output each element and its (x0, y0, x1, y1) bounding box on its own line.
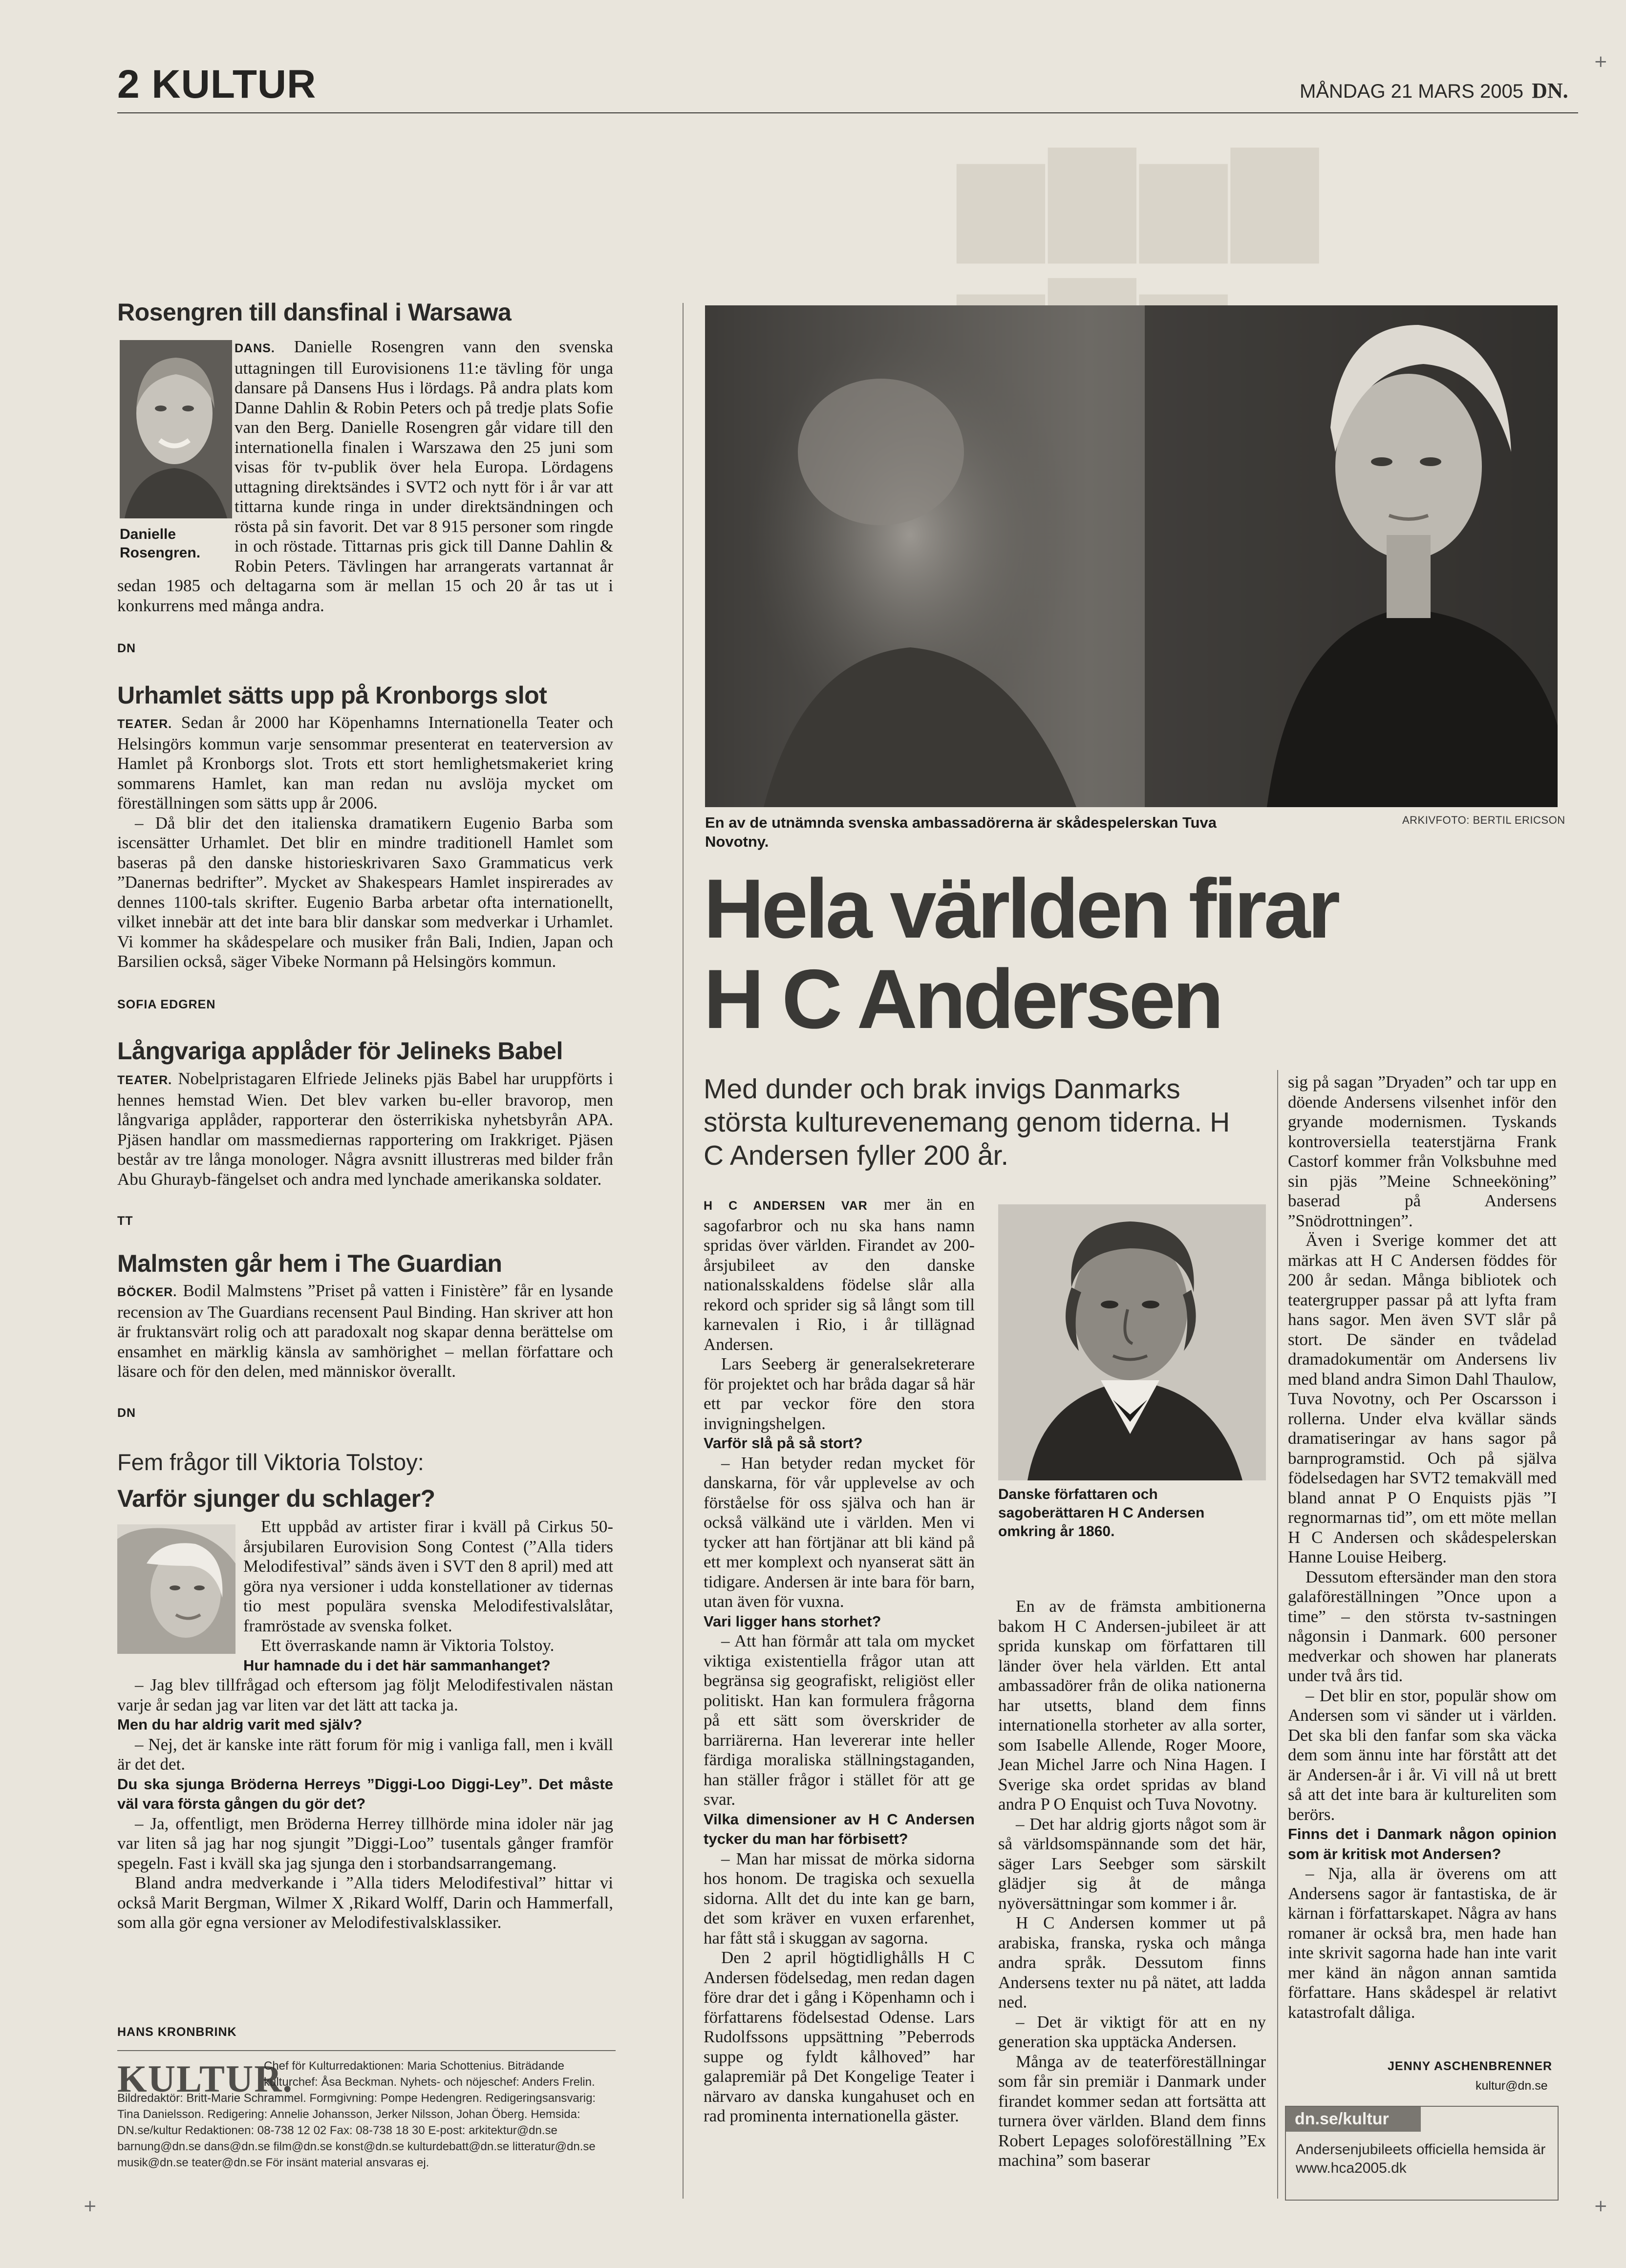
main-photo-caption: En av de utnämnda svenska ambassadörerna är skådespelerskan Tuva Novotny. (705, 814, 1217, 850)
col1-p3: Den 2 april högtidlighålls H C Andersen födelsedag, men redan dagen före drar det i gång i Köpenhamn och i författarens födelsestad Odense. Lars Rudolfssons uppsättning ”Peberrods suppe og fyldt kålhoved” har galapremiär på Det Kongelige Teater i närvaro av danska kungahuset och en rad prominenta internationella gäster. (704, 1948, 975, 2125)
brief-body-jelinek (117, 1069, 613, 1189)
header-rule (117, 112, 1578, 113)
crop-mark-top-right: + (1594, 52, 1608, 71)
col1-a2: – Att han förmår att tala om mycket viktiga existentiella frågor utan att begränsa sig geografiskt, religiöst eller politiskt. Han kan formulera frågorna på ett sätt som överskrider de barriärerna. Han levererar inte heller färdiga moraliska ställningstaganden, han ställer frågor i stället för att ge svar. (704, 1631, 975, 1809)
col3-p3: Dessutom eftersänder man den stora galaföreställningen ”Once upon a time” – den största tv-sastningen någonsin i Danmark. 600 personer medverkar och showen har planerats under två års tid. (1288, 1567, 1557, 1685)
col3-a1: – Nja, alla är överens om att Andersens sagor är fantastiska, de är kärnan i författarskapet. Några av hans romaner är också bra, men hade han inte skrivit sagorna hade han inte varit mer känd än någon annan samtida författare. Hans skådespel är relativt katastrofalt dåliga. (1288, 1864, 1557, 2022)
main-deck: Med dunder och brak invigs Danmarks största kulturevenemang genom tiderna. H C Andersen fyller 200 år. (704, 1073, 1230, 1171)
col1-a3: – Man har missat de mörka sidorna hos honom. De tragiska och sexuella sidorna. Allt det du inte kan ge barn, det som kräver en vuxen erfarenhet, har fått stå i skuggan av sagorna. (704, 1849, 975, 1947)
page-section-title: 2 KULTUR (117, 62, 317, 107)
main-column-2 (998, 1597, 1266, 2171)
col2-p1: En av de främsta ambitionerna bakom H C Andersen-jubileet är att sprida kunskap om författaren till länder över hela världen. Ett antal ambassadörer från de olika nationerna har utsetts, bland dem finns internationella storheter av alla sorter, som Isabelle Allende, Roger Moore, Jean Michel Jarre och Nina Hagen. I Sverige ska ordet spridas av bland andra P O Enquist och Tuva Novotny. (998, 1597, 1266, 1814)
column-divider-right (1277, 1070, 1278, 2199)
factbox-text: Andersenjubileets officiella hemsida är www.hca2005.dk (1296, 2141, 1546, 2176)
text-urhamlet-1: Sedan år 2000 har Köpenhamns Internationella Teater och Helsingörs kommun varje sensommar presenterat en teaterversion av Hamlet på Kronborgs slot. Trots ett stort hemlighetsmakeriet kring sommarens Hamlet, kan man redan nu avslöja mycket om föreställningen som sätts upp år 2006. (117, 713, 614, 813)
main-column-3 (1288, 1072, 1557, 2022)
byline-jelinek: TT (117, 1214, 133, 1228)
photo-caption-danielle: Danielle Rosengren. (120, 526, 201, 561)
col3-p1: sig på sagan ”Dryaden” och tar upp en döende Andersens vilsenhet inför den gryande modernismen. Tyskands kontroversiella teaterstjärna Frank Castorf kommer från Volksbuhne med sin pjäs ”Meine Schneeköning” baserad på Andersens ”Snödrottningen”. (1288, 1072, 1557, 1230)
main-column-1 (704, 1195, 975, 2126)
brief-headline-jelinek: Långvariga applåder för Jelineks Babel (117, 1037, 563, 1065)
interview-intro-2: Ett överraskande namn är Viktoria Tolstoy. (261, 1636, 555, 1655)
col1-q2: Vari ligger hans storhet? (704, 1612, 881, 1630)
brief-headline-dans: Rosengren till dansfinal i Warsawa (117, 299, 512, 326)
byline-urhamlet: SOFIA EDGREN (117, 998, 216, 1011)
page-date (1300, 78, 1568, 103)
column-divider-left (683, 303, 684, 2199)
col1-p1: mer än en sagofarbror och nu ska hans namn spridas över världen. Firandet av 200-årsjubileet av den danske nationalsskaldens födelse slår alla rekord och sprider sig så långt som till karnevalen i Rio, i år tillägnad Andersen. (704, 1195, 975, 1354)
col3-q1: Finns det i Danmark någon opinion som är kritisk mot Andersen? (1288, 1825, 1557, 1862)
byline-dans: DN (117, 642, 136, 655)
interview-q2: Men du har aldrig varit med själv? (117, 1716, 363, 1733)
col2-p4: – Det är viktigt för att en ny generation ska upptäcka Andersen. (998, 2012, 1266, 2051)
interview-headline: Varför sjunger du schlager? (117, 1485, 435, 1512)
masthead-credits: Chef för Kulturredaktionen: Maria Schottenius. Biträdande kulturchef: Åsa Beckman. Nyhets- och nöjeschef: Anders Frelin. Bildredaktör: Britt-Marie Schrammel. Formgivning: Pompe Hedengren. Redigeringsansvarig: Tina Danielsson. Redigering: Annelie Johansson, Jerker Nilsson, Johan Öberg. Hemsida: DN.se/kultur Redaktionen: 08-738 12 02 Fax: 08-738 18 30 E-post: arkitektur@dn.se barnung@dn.se dans@dn.se film@dn.se konst@dn.se kulturdebatt@dn.se litteratur@dn.se musik@dn.se teater@dn.se För insänt material ansvaras ej. (117, 2059, 596, 2169)
brief-headline-urhamlet: Urhamlet sätts upp på Kronborgs slot (117, 682, 547, 709)
masthead-text (117, 2058, 616, 2171)
bleed-through-shadow: ▆▇▆▇ (958, 134, 1323, 259)
interview-body (117, 1517, 613, 1933)
byline-interview: HANS KRONBRINK (117, 2025, 237, 2039)
interview-q3: Du ska sjunga Bröderna Herreys ”Diggi-Loo Diggi-Ley”. Det måste väl vara första gången du gör det? (117, 1775, 613, 1812)
dn-logo: DN. (1532, 79, 1568, 103)
col1-p2: Lars Seeberg är generalsekreterare för projektet och har bråda dagar så här ett par veckor före den stora invigningshelgen. (704, 1354, 975, 1433)
masthead-logo: KULTUR. (117, 2057, 294, 2100)
byline-malmsten: DN (117, 1406, 136, 1420)
kicker-dans: DANS. (235, 342, 275, 355)
col3-p4: – Det blir en stor, populär show om Andersen som vi sänder ut i världen. Det ska bli den fanfar som ska väcka dem som ännu inte har förstått att det är Andersen-år i år. Vi vill nå ut brett så att det inte bara är kultureliten som berörs. (1288, 1686, 1557, 1824)
interview-q1: Hur hamnade du i det här sammanhanget? (243, 1656, 551, 1674)
photo-hc-andersen (998, 1204, 1266, 1480)
factbox-title[interactable]: dn.se/kultur (1286, 2107, 1421, 2132)
col2-p3: H C Andersen kommer ut på arabiska, franska, ryska och många andra språk. Dessutom finns Andersens texter nu på nätet, att ladda ned. (998, 1913, 1266, 2011)
kicker-urhamlet: TEATER. (117, 717, 172, 731)
main-headline-line2: H C Andersen (704, 952, 1221, 1046)
kicker-malmsten: BÖCKER. (117, 1285, 177, 1299)
interview-a3: – Ja, offentligt, men Bröderna Herrey tillhörde mina idoler när jag var liten så jag har nog sjungit ”Diggi-Loo” tusentals gånger framför spegeln. Fast i kväll ska jag sjunga den i storbandsarrangemang. (117, 1814, 613, 1873)
text-urhamlet-2: – Då blir det den italienska dramatikern Eugenio Barba som iscensätter Urhamlet. Det blir en mindre traditionell Hamlet som baseras på den danske historieskrivaren Saxo Grammaticus verk ”Danernas bedrifter”. Mycket av Shakespears Hamlet inspirerades av dennes 1100-tals skrifter. Eugenio Barba arbetar ofta internationellt, vilket innebär att det inte bara blir danskar som medverkar i Urhamlet. Vi kommer ha skådespelare och musiker från Bali, Indien, Japan och Barsilien också, säger Vibeke Normann på Helsingörs kommun. (117, 813, 613, 971)
main-photo-illustration (705, 305, 1558, 807)
col1-q1: Varför slå på så stort? (704, 1434, 863, 1452)
main-byline-email: kultur@dn.se (1476, 2079, 1548, 2093)
col2-p2: – Det har aldrig gjorts något som är så världsomspännande som det här, säger Lars Seebger som särskilt glädjer sig åt de många nyöversättningar som kommer i år. (998, 1814, 1266, 1913)
kicker-jelinek: TEATER. (117, 1073, 172, 1087)
text-malmsten: Bodil Malmstens ”Priset på vatten i Finistère” får en lysande recension av The Guardians recensent Paul Binding. Han skriver att hon är fruktansvärt rolig och att paradoxalt nog skapar denna berättelse om ensamhet en märklig känsla av samhörighet – mellan författare och läsare och för den delen, med människor överallt. (117, 1281, 614, 1381)
portrait-caption: Danske författaren och sagoberättaren H C Andersen omkring år 1860. (998, 1486, 1205, 1540)
interview-outro: Bland andra medverkande i ”Alla tiders Melodifestival” hittar vi också Marit Bergman, Wilmer X ,Rikard Wolff, Darin och Hammerfall, som alla gör egna versioner av Melodifestivalsklassiker. (117, 1873, 613, 1932)
interview-overline: Fem frågor till Viktoria Tolstoy: (117, 1449, 424, 1475)
date-text: MÅNDAG 21 MARS 2005 (1300, 81, 1523, 102)
col1-kicker: H C ANDERSEN VAR (704, 1199, 868, 1213)
main-photo (705, 305, 1558, 807)
col3-p2: Även i Sverige kommer det att märkas att H C Andersen föddes för 200 år sedan. Många bibliotek och teatergrupper passar på att lyfta fram hans sagor. Men även SVT slår på stort. De sänder en tvådelad dramadokumentär om Andersens liv med bland andra Simon Dahl Thaulow, Tuva Novotny, och Per Oscarsson i rollerna. Under elva kvällar sänds dramatiseringar av hans sagor på barnprogramstid. Och på själva födelsedagen har SVT2 temakväll med bland annat P O Enquists pjäs ”I regnormarnas tid”, om ett möte mellan H C Andersen och skådespelerskan Hanne Louise Heiberg. (1288, 1231, 1557, 1566)
brief-headline-malmsten: Malmsten går hem i The Guardian (117, 1250, 502, 1277)
main-byline-name: JENNY ASCHENBRENNER (1388, 2059, 1553, 2073)
text-dans: Danielle Rosengren vann den svenska uttagningen till Eurovisionens 11:e tävling för unga dansare på Dansens Hus i lördags. På andra plats kom Danne Dahlin & Robin Peters och på tredje plats Sofie van den Berg. Danielle Rosengren går vidare till den internationella finalen i Warszawa den 25 juni som visas för tv-publik över hela Europa. Lördagens uttagning direktsändes i SVT2 och nytt för i år var att tittarna kunde ringa in under direktsändningen och rösta på sin favorit. Det var 8 915 personer som ringde in och röstade. Tittarnas pris gick till Danne Dahlin & Robin Peters. Tävlingen har arrangerats vartannat år sedan 1985 och deltagarna som är mellan 15 och 20 år tas ut i konkurrens med många andra. (117, 337, 614, 615)
brief-body-dans (117, 337, 613, 616)
col1-q3: Vilka dimensioner av H C Andersen tycker du man har förbisett? (704, 1810, 975, 1847)
crop-mark-bottom-right: + (1594, 2196, 1608, 2216)
interview-a2: – Nej, det är kanske inte rätt forum för mig i vanliga fall, men i kväll är det det. (117, 1734, 613, 1774)
crop-mark-bottom-left: + (83, 2196, 97, 2216)
text-jelinek: Nobelpristagaren Elfriede Jelineks pjäs Babel har uruppförts i hennes hemstad Wien. Det blev varken bu-eller bravorop, men långvariga applåder, rapporterar den österrikiska nyhetsbyrån APA. Pjäsen handlar om massmediernas rapportering om Irakkriget. Pjäsen består av tre långa monologer. Några avsnitt illustreras med bilder från Abu Ghurayb-fängelset och andra med lynchade amerikanska soldater. (117, 1069, 614, 1189)
main-headline-line1: Hela världen firar (704, 862, 1338, 956)
interview-a1: – Jag blev tillfrågad och eftersom jag följt Melodifestivalen nästan varje år sedan jag var liten var det lätt att tacka ja. (117, 1675, 613, 1714)
brief-body-malmsten (117, 1281, 613, 1382)
factbox (1285, 2106, 1559, 2201)
brief-body-urhamlet (117, 713, 613, 972)
masthead-rule (117, 2050, 616, 2051)
col2-p5: Många av de teaterföreställningar som får sin premiär i Danmark under firandet kommer sedan att fortsätta att turnera över världen. Bland dem finns Robert Lepages soloföreställning ”Ex machina” som baserar (998, 2052, 1266, 2170)
main-photo-credit: ARKIVFOTO: BERTIL ERICSON (1402, 814, 1565, 826)
portrait-hc-andersen-illustration (998, 1204, 1266, 1480)
col1-a1: – Han betyder redan mycket för danskarna, för vår upplevelse av och förståelse för oss själva och han är också välkänd ute i världen. Men vi tycker att han förtjänar att bli känd på ett mer komplext och nyanserat sätt än tidigare. Andersen är inte bara för barn, utan även för vuxna. (704, 1453, 975, 1611)
interview-intro-1: Ett uppbåd av artister firar i kväll på Cirkus 50-årsjubilaren Eurovision Song Contest (”Alla tiders Melodifestival” sänds även i SVT den 8 april) med att göra nya versioner i udda konstellationer av tidernas tio mest populära svenska Melodifestivalslåtar, framröstade av svenska folket. (243, 1517, 613, 1635)
